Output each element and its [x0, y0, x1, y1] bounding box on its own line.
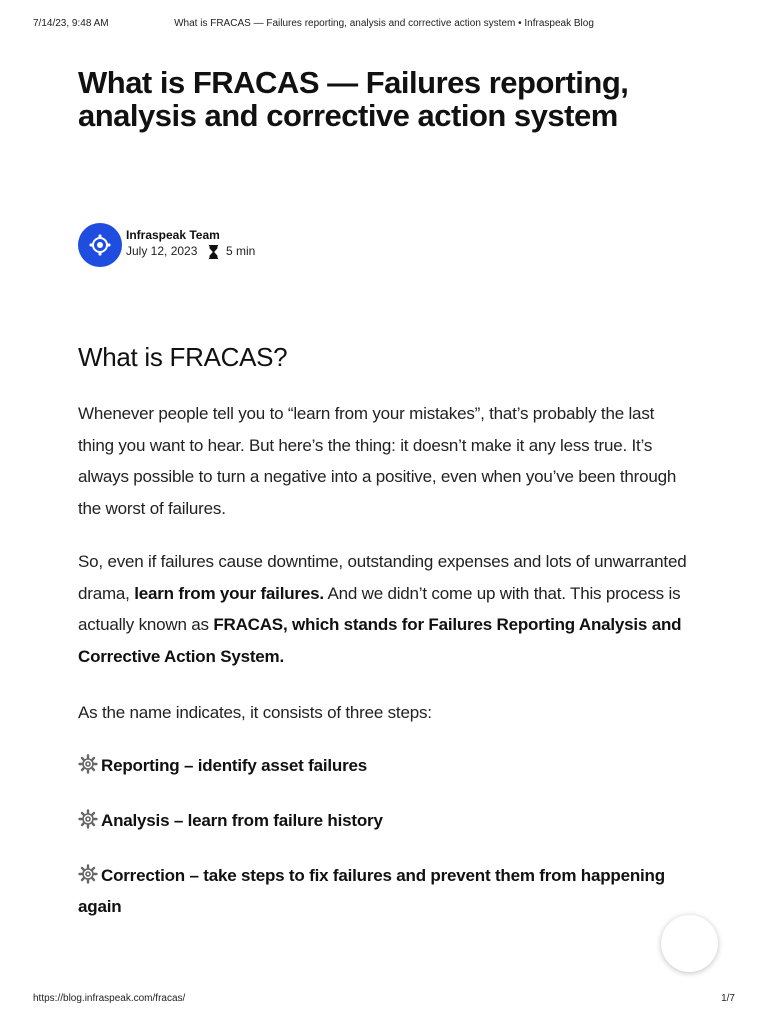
author-avatar[interactable]: [78, 223, 122, 267]
paragraph-intro: Whenever people tell you to “learn from your mistakes”, that’s probably the last thing you want to hear. But here’s the thing: it doesn’t make it any less true. It’s always possible to turn a negative into a positive, even when you’ve been through the worst of failures.: [78, 404, 677, 518]
step-label: Correction – take steps to fix failures and prevent them from happening again: [78, 866, 665, 916]
print-datetime: 7/14/23, 9:48 AM: [33, 18, 109, 29]
paragraph-fracas-definition: [78, 546, 693, 672]
print-header: [33, 18, 735, 32]
text-run: So, even if failures cause downtime, outstanding expenses and lots of unwarranted drama,: [78, 552, 687, 603]
gear-icon: [78, 809, 98, 829]
bold-learn-from-failures: learn from your failures.: [134, 583, 324, 603]
step-label: Reporting – identify asset failures: [101, 756, 368, 775]
hourglass-icon: [208, 245, 219, 259]
print-url: https://blog.infraspeak.com/fracas/: [33, 993, 186, 1004]
step-item: [78, 860, 698, 922]
print-page-number: 1/7: [721, 993, 735, 1004]
post-date: July 12, 2023: [126, 244, 198, 258]
floating-action-button[interactable]: [661, 915, 718, 972]
paragraph-steps-intro: As the name indicates, it consists of three steps:: [78, 703, 432, 722]
gear-icon: [78, 864, 98, 884]
step-item: [78, 750, 698, 781]
text-run: And we didn’t come up with that. This process is actually known as: [78, 583, 681, 634]
step-item: [78, 805, 698, 836]
author-block: [78, 223, 478, 267]
gear-logo-icon: [88, 233, 112, 257]
section-heading: What is FRACAS?: [78, 342, 288, 372]
step-label: Analysis – learn from failure history: [101, 811, 383, 830]
print-page-title: What is FRACAS — Failures reporting, analysis and corrective action system • Infraspeak Blog: [174, 18, 594, 29]
author-name[interactable]: Infraspeak Team: [126, 228, 220, 242]
bold-fracas-definition: FRACAS, which stands for Failures Reporting Analysis and Corrective Action System.: [78, 615, 682, 666]
article-title: What is FRACAS — Failures reporting, analysis and corrective action system: [78, 65, 629, 133]
read-time: 5 min: [226, 244, 256, 258]
gear-icon: [78, 754, 98, 774]
